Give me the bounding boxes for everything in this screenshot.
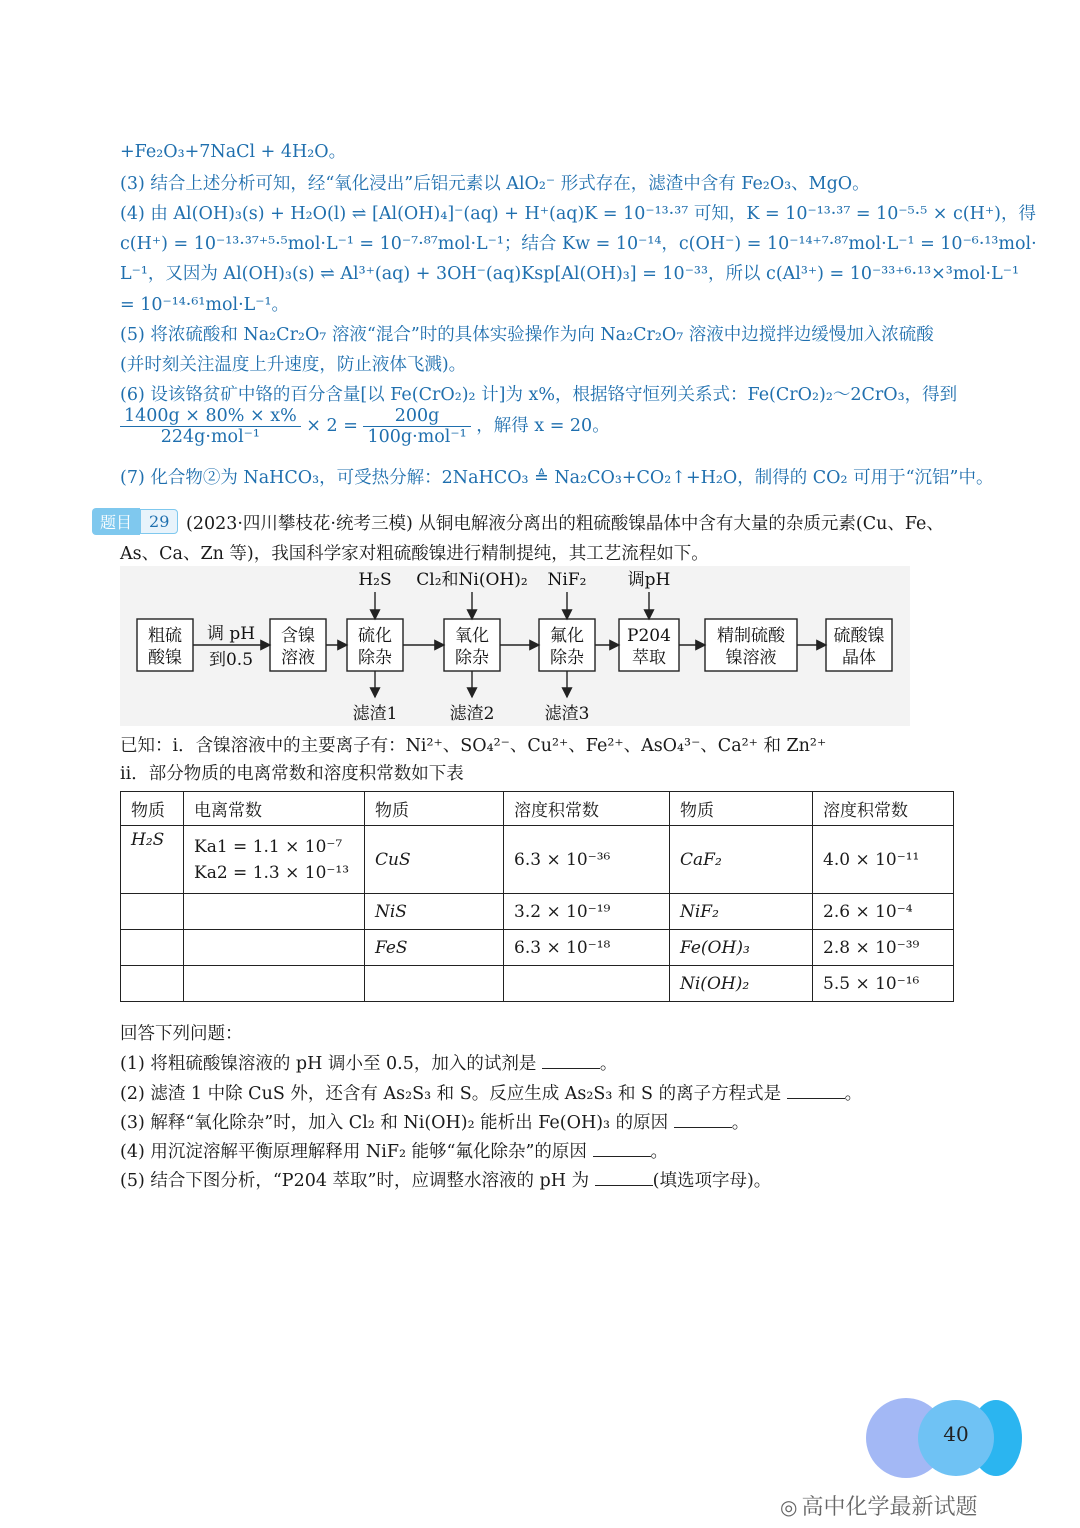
page-badge — [866, 1398, 1026, 1478]
table-cell: 6.3 × 10⁻³⁶ — [504, 826, 670, 894]
answer-blank[interactable] — [593, 1142, 651, 1157]
question-text: (2) 滤渣 1 中除 CuS 外，还含有 As₂S₃ 和 S。反应生成 As₂S₃ 和 S 的离子方程式是 — [120, 1084, 782, 1104]
question-2 — [120, 1080, 862, 1105]
equation-tail: ，解得 x = 20。 — [476, 416, 610, 436]
arrow-label: 调 pH — [206, 624, 256, 644]
period: 。 — [599, 1054, 618, 1074]
question-1 — [120, 1050, 617, 1075]
flow-box-label: P204 — [627, 626, 671, 646]
table-cell — [184, 894, 365, 930]
period: 。 — [650, 1142, 669, 1162]
table-row — [121, 930, 954, 966]
fraction-numerator: 200g — [363, 406, 470, 427]
fraction — [120, 406, 301, 447]
fraction — [363, 406, 470, 447]
flow-box-label: 溶液 — [281, 648, 315, 668]
flow-box-label: 酸镍 — [148, 648, 182, 668]
flow-box-label: 精制硫酸 — [717, 626, 785, 646]
fraction-denominator: 100g·mol⁻¹ — [367, 427, 467, 447]
table-cell — [184, 826, 365, 894]
question-tail: (填选项字母)。 — [652, 1171, 772, 1191]
ka2: Ka2 = 1.3 × 10⁻¹³ — [194, 862, 350, 883]
solution-line: (3) 结合上述分析可知，经“氧化浸出”后铝元素以 AlO₂⁻ 形式存在，滤渣中含有 Fe₂O₃、MgO。 — [120, 174, 870, 194]
tag-label: 题目 — [92, 508, 140, 535]
table-header: 电离常数 — [184, 792, 365, 826]
answer-blank[interactable] — [542, 1054, 600, 1069]
table-cell: 4.0 × 10⁻¹¹ — [813, 826, 954, 894]
solution-line: (7) 化合物②为 NaHCO₃，可受热分解：2NaHCO₃ ≜ Na₂CO₃+CO₂↑+H₂O，制得的 CO₂ 可用于“沉铝”中。 — [120, 468, 994, 488]
table-row — [121, 826, 954, 894]
footer-text: 高中化学最新试题 — [801, 1495, 978, 1520]
flow-box-label: 硫酸镍 — [833, 626, 885, 646]
table-header: 物质 — [365, 792, 504, 826]
period: 。 — [844, 1084, 863, 1104]
table-header: 溶度积常数 — [813, 792, 954, 826]
question-text: (5) 结合下图分析，“P204 萃取”时，应调整水溶液的 pH 为 — [120, 1171, 590, 1191]
input-label: H₂S — [358, 570, 392, 590]
question-4 — [120, 1138, 668, 1163]
footer-watermark — [780, 1490, 977, 1521]
flow-box-label: 粗硫 — [148, 626, 182, 646]
table-header-row — [121, 792, 954, 826]
table-cell: NiS — [365, 894, 504, 930]
flow-box-label: 晶体 — [842, 648, 876, 668]
table-cell — [121, 930, 184, 966]
solution-line: L⁻¹，又因为 Al(OH)₃(s) ⇌ Al³⁺(aq) + 3OH⁻(aq)Ksp[Al(OH)₃] = 10⁻³³，所以 c(Al³⁺) = 10⁻³³⁺⁶·¹³×³mol·L⁻¹ — [120, 264, 1019, 284]
question-tag — [92, 508, 178, 534]
flow-diagram — [120, 566, 910, 726]
table-cell — [121, 894, 184, 930]
table-cell: 2.6 × 10⁻⁴ — [813, 894, 954, 930]
table-cell: CuS — [365, 826, 504, 894]
output-label: 滤渣2 — [449, 704, 495, 724]
solution-line: (6) 设该铬贫矿中铬的百分含量[以 Fe(CrO₂)₂ 计]为 x%，根据铬守恒列关系式：Fe(CrO₂)₂～2CrO₃，得到 — [120, 385, 958, 405]
table-cell: 6.3 × 10⁻¹⁸ — [504, 930, 670, 966]
table-cell — [184, 930, 365, 966]
known-line: ii．部分物质的电离常数和溶度积常数如下表 — [120, 764, 464, 784]
table-cell: Ni(OH)₂ — [670, 966, 813, 1002]
table-cell: 3.2 × 10⁻¹⁹ — [504, 894, 670, 930]
constants-table — [120, 791, 954, 1002]
flow-box-label: 氧化 — [455, 626, 489, 646]
output-label: 滤渣3 — [544, 704, 590, 724]
table-row — [121, 966, 954, 1002]
table-cell: FeS — [365, 930, 504, 966]
fraction-numerator: 1400g × 80% × x% — [120, 406, 301, 427]
question-5 — [120, 1167, 771, 1192]
table-cell — [504, 966, 670, 1002]
table-cell — [121, 966, 184, 1002]
operator: × 2 = — [306, 416, 358, 436]
table-cell: 5.5 × 10⁻¹⁶ — [813, 966, 954, 1002]
question-stem: (2023·四川攀枝花·统考三模) 从铜电解液分离出的粗硫酸镍晶体中含有大量的杂质元素(Cu、Fe、 — [186, 514, 944, 534]
table-cell: CaF₂ — [670, 826, 813, 894]
question-text: (1) 将粗硫酸镍溶液的 pH 调小至 0.5，加入的试剂是 — [120, 1054, 537, 1074]
table-row — [121, 894, 954, 930]
solution-line: (5) 将浓硫酸和 Na₂Cr₂O₇ 溶液“混合”时的具体实验操作为向 Na₂Cr₂O₇ 溶液中边搅拌边缓慢加入浓硫酸 — [120, 325, 934, 345]
table-cell — [184, 966, 365, 1002]
flow-box-label: 氟化 — [550, 626, 584, 646]
table-header: 物质 — [670, 792, 813, 826]
question-stem: As、Ca、Zn 等)，我国科学家对粗硫酸镍进行精制提纯，其工艺流程如下。 — [120, 544, 709, 564]
solution-line: (4) 由 Al(OH)₃(s) + H₂O(l) ⇌ [Al(OH)₄]⁻(aq) + H⁺(aq)K = 10⁻¹³·³⁷ 可知，K = 10⁻¹³·³⁷ = 10⁻⁵·⁵ × c(H⁺)，得 — [120, 204, 1036, 224]
flow-box-label: 萃取 — [632, 648, 666, 668]
table-cell: NiF₂ — [670, 894, 813, 930]
solution-line: c(H⁺) = 10⁻¹³·³⁷⁺⁵·⁵mol·L⁻¹ = 10⁻⁷·⁸⁷mol·L⁻¹；结合 Kw = 10⁻¹⁴，c(OH⁻) = 10⁻¹⁴⁺⁷·⁸⁷mol·L⁻¹ = 10⁻⁶·¹³mol· — [120, 234, 1037, 254]
answer-blank[interactable] — [595, 1171, 653, 1186]
flow-box-label: 镍溶液 — [725, 648, 777, 668]
flow-box-label: 硫化 — [358, 626, 392, 646]
flow-box-label: 除杂 — [358, 648, 392, 668]
table-cell: H₂S — [121, 826, 184, 894]
solution-line: (并时刻关注温度上升速度，防止液体飞溅)。 — [120, 355, 467, 375]
page-number: 40 — [943, 1422, 969, 1446]
table-cell: 2.8 × 10⁻³⁹ — [813, 930, 954, 966]
input-label: 调pH — [627, 570, 671, 590]
answer-blank[interactable] — [787, 1084, 845, 1099]
fraction-denominator: 224g·mol⁻¹ — [160, 427, 260, 447]
known-line: 已知：i．含镍溶液中的主要离子有：Ni²⁺、SO₄²⁻、Cu²⁺、Fe²⁺、AsO₄³⁻、Ca²⁺ 和 Zn²⁺ — [120, 736, 827, 756]
table-cell — [365, 966, 504, 1002]
input-label: Cl₂和Ni(OH)₂ — [416, 570, 528, 590]
tag-number: 29 — [140, 509, 178, 534]
question-3 — [120, 1109, 749, 1134]
answers-intro: 回答下列问题： — [120, 1024, 243, 1044]
question-text: (3) 解释“氧化除杂”时，加入 Cl₂ 和 Ni(OH)₂ 能析出 Fe(OH)₃ 的原因 — [120, 1113, 669, 1133]
table-cell: Fe(OH)₃ — [670, 930, 813, 966]
solution-line: +Fe₂O₃+7NaCl + 4H₂O。 — [120, 142, 347, 162]
arrow-label: 到0.5 — [208, 650, 254, 670]
flow-box-label: 含镍 — [281, 626, 315, 646]
equation-line — [120, 406, 610, 447]
question-text: (4) 用沉淀溶解平衡原理解释用 NiF₂ 能够“氟化除杂”的原因 — [120, 1142, 587, 1162]
flow-box-label: 除杂 — [550, 648, 584, 668]
output-label: 滤渣1 — [352, 704, 398, 724]
table-header: 溶度积常数 — [504, 792, 670, 826]
period: 。 — [731, 1113, 750, 1133]
input-label: NiF₂ — [547, 570, 587, 590]
table-header: 物质 — [121, 792, 184, 826]
answer-blank[interactable] — [674, 1113, 732, 1128]
flow-box-label: 除杂 — [455, 648, 489, 668]
ka1: Ka1 = 1.1 × 10⁻⁷ — [194, 836, 343, 857]
wechat-icon: ◎ — [780, 1495, 798, 1519]
solution-line: = 10⁻¹⁴·⁶¹mol·L⁻¹。 — [120, 295, 290, 315]
